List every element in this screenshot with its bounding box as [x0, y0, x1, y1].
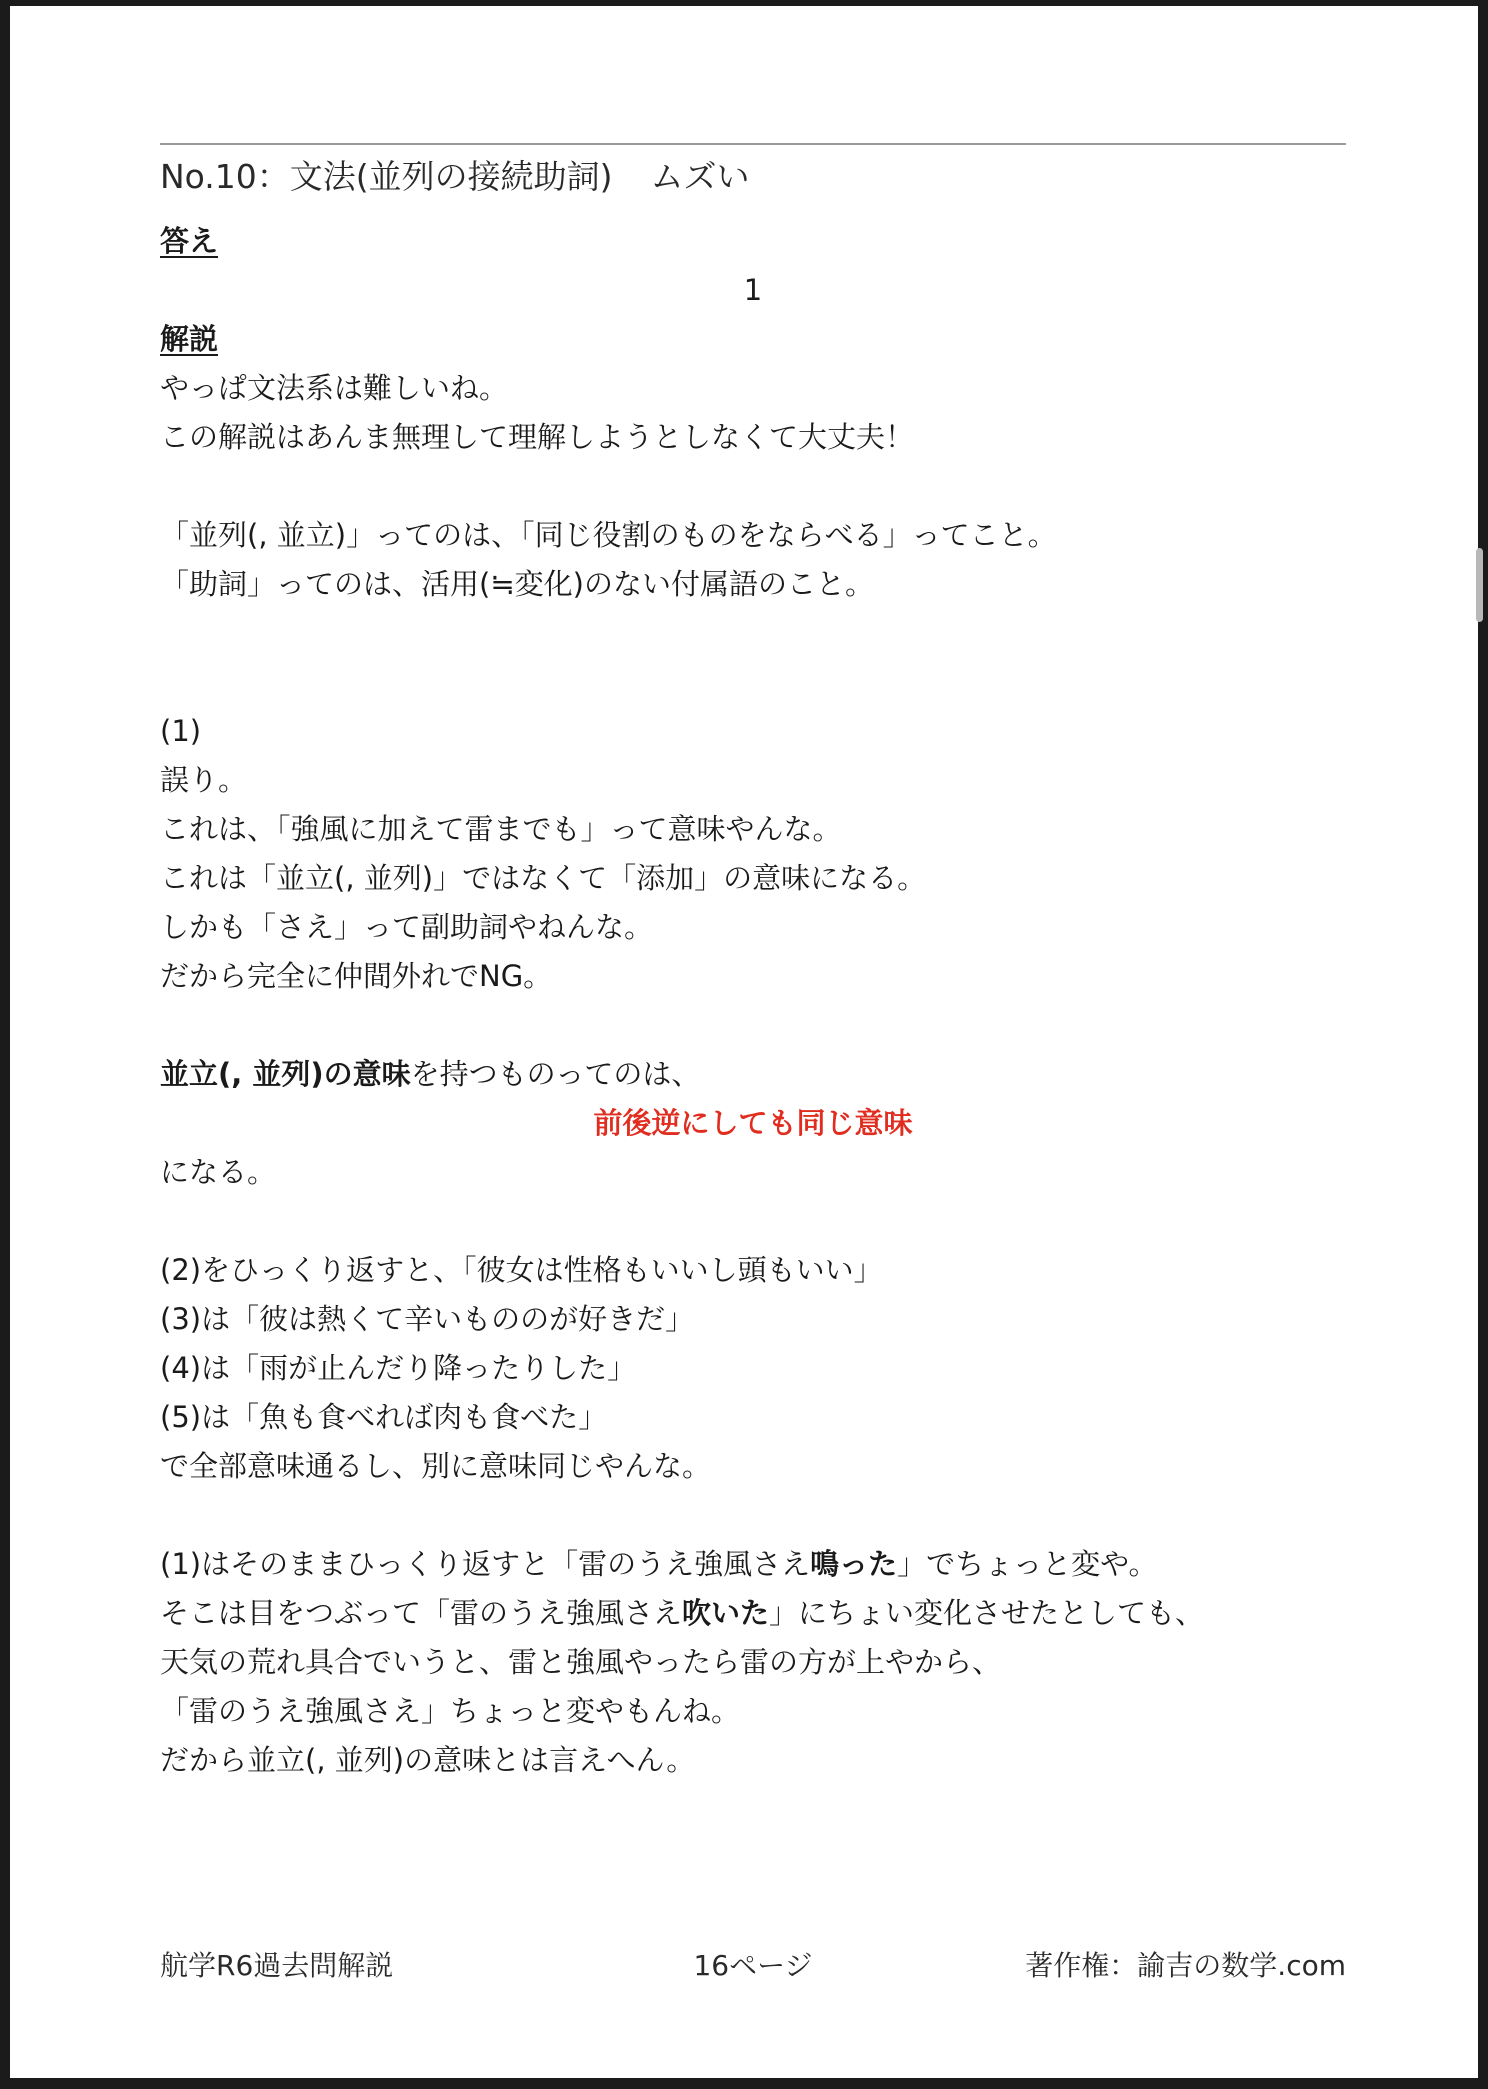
reversal-line: 天気の荒れ具合でいうと、雷と強風やったら雷の方が上やから、	[160, 1645, 1002, 1679]
answer-heading: 答え	[160, 224, 219, 258]
question-title: No.10：文法(並列の接続助詞)	[160, 157, 613, 196]
difficulty-label: ムズい	[650, 157, 750, 196]
rule-end: になる。	[160, 1155, 277, 1189]
page-title	[160, 151, 750, 203]
footer-document-title: 航学R6過去問解説	[160, 1949, 394, 1982]
page-content	[160, 6, 1346, 2078]
paragraph-line: やっぱ文法系は難しいね。	[160, 371, 509, 405]
footer-copyright: 著作権：諭吉の数学.com	[1025, 1949, 1346, 1982]
footer-page-number: 16ページ	[693, 1949, 813, 1982]
reversal-line: そこは目をつぶって「雷のうえ強風さえ吹いた」にちょい変化させたとしても、	[160, 1596, 1205, 1630]
scrollbar-thumb[interactable]	[1476, 548, 1483, 622]
answer-value: 1	[743, 273, 763, 307]
definition-line: 「助詞」ってのは、活用(≒変化)のない付属語のこと。	[160, 567, 874, 601]
reversal-line: だから並立(, 並列)の意味とは言えへん。	[160, 1743, 696, 1777]
reversal-line: (1)はそのままひっくり返すと「雷のうえ強風さえ鳴った」でちょっと変や。	[160, 1547, 1158, 1581]
definition-line: 「並列(, 並立)」ってのは、「同じ役割のものをならべる」ってこと。	[160, 518, 1057, 552]
example-line: で全部意味通るし、別に意味同じやんな。	[160, 1449, 712, 1483]
header-rule	[160, 143, 1346, 145]
paragraph-line: この解説はあんま無理して理解しようとしなくて大丈夫！	[160, 420, 915, 454]
rule-text: を持つものってのは、	[410, 1057, 701, 1091]
bold-word: 吹いた	[682, 1596, 770, 1630]
example-line: (2)をひっくり返すと、「彼女は性格もいいし頭もいい」	[160, 1253, 883, 1287]
rule-bold-text: 並立(, 並列)の意味	[160, 1057, 411, 1091]
paragraph-line: だから完全に仲間外れでNG。	[160, 959, 553, 993]
paragraph-line: これは「並立(, 並列)」ではなくて「添加」の意味になる。	[160, 861, 927, 895]
paragraph-line: これは、「強風に加えて雷までも」って意味やんな。	[160, 812, 842, 846]
example-line: (4)は「雨が止んだり降ったりした」	[160, 1351, 637, 1385]
page-footer	[160, 1941, 1346, 1991]
bold-word: 鳴った	[810, 1547, 898, 1581]
paragraph-line: しかも「さえ」って副助詞やねんな。	[160, 910, 654, 944]
explanation-heading: 解説	[160, 322, 219, 356]
document-body	[160, 217, 1346, 1785]
rule-highlight: 前後逆にしても同じ意味	[593, 1106, 913, 1140]
document-page	[10, 6, 1478, 2078]
paragraph-line: 誤り。	[160, 763, 248, 797]
example-line: (5)は「魚も食べれば肉も食べた」	[160, 1400, 608, 1434]
rule-statement	[160, 1050, 1346, 1099]
example-line: (3)は「彼は熱くて辛いもののが好きだ」	[160, 1302, 695, 1336]
reversal-line: 「雷のうえ強風さえ」ちょっと変やもんね。	[160, 1694, 741, 1728]
item-number: (1)	[160, 714, 202, 748]
